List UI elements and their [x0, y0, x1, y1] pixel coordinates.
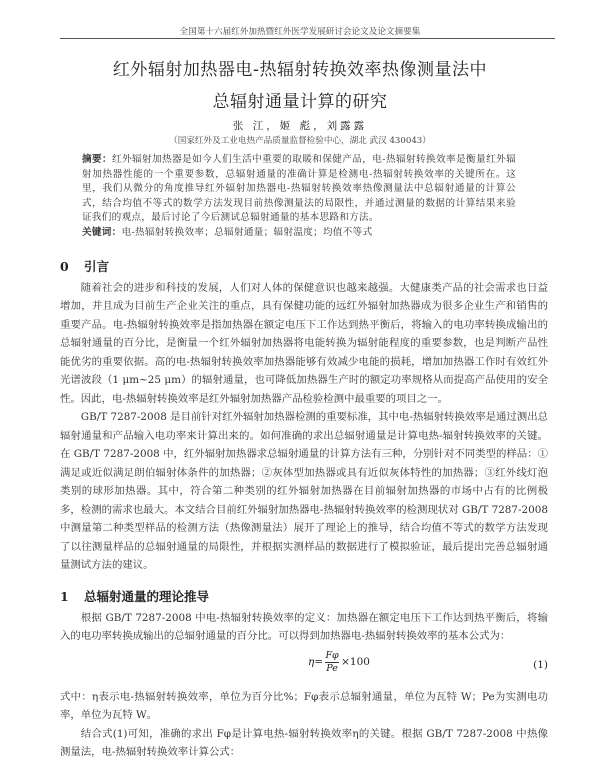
theory-paragraph-2: 结合式(1)可知，准确的求出 Fφ是计算电热-辐射转换效率η的关键。根据 GB/T 7287-2008 中热像测量法，电-热辐射转换效率计算公式：	[60, 727, 548, 759]
theory-paragraph-where: 式中：η表示电-热辐射转换效率，单位为百分比%；Fφ表示总辐射通量，单位为瓦特 W；Pe为实测电功率，单位为瓦特 W。	[60, 690, 548, 722]
abstract-label: 摘要：	[82, 154, 113, 165]
equation-fraction	[325, 650, 339, 675]
keywords-text: 电-热辐射转换效率；总辐射通量；辐射温度；均值不等式	[121, 226, 373, 238]
section-title: 引言	[84, 258, 110, 274]
theory-paragraph-1: 根据 GB/T 7287-2008 中电-热辐射转换效率的定义：加热器在额定电压下工作达到热平衡后，将输入的电功率转换成输出的总辐射通量的百分比。可以得到加热器电-热辐射转换效率的基本公式为：	[60, 611, 548, 643]
authors: 张 江，姬 彪，刘露露	[232, 120, 368, 132]
intro-paragraph-2: GB/T 7287-2008 是目前针对红外辐射加热器检测的重要标准，其中电-热辐射转换效率是通过测出总辐射通量和产品输入电功率来计算出来的。如何准确的求出总辐射通量是计算电热-辐射转换效率的关键。在 GB/T 7287-2008 中，红外辐射加热器求总辐射通量的计算方法有三种，分别针对不同类型的样品：①满足或近似满足朗伯辐射体条件的加热器；②灰体型加热器或具有近似灰体特性的加热器；③红外线灯泡类别的球形加热器。其中，符合第二种类别的红外辐射加热器在目前辐射加热器的市场中占有的比例极多，检测的需求也最大。本文结合目前红外辐射加热器电-热辐射转换效率的检测现状对 GB/T 7287-2008 中测量第二种类型样品的检测方法（热像测量法）展开了理论上的推导，结合均值不等式的数学方法发现了以往测量样品的总辐射通量的局限性，并根据实测样品的数据进行了模拟验证，最后提出完善总辐射通量测试方法的建议。	[60, 411, 548, 572]
keywords-label: 关键词：	[82, 226, 122, 238]
equation-denominator: Pe	[326, 662, 338, 674]
paper-title-line-2: 总辐射通量计算的研究	[212, 92, 388, 112]
abstract-text: 红外辐射加热器是如今人们生活中重要的取暖和保健产品，电-热辐射转换效率是衡量红外辐射加热器性能的一个重要参数，总辐射通量的准确计算是检测电-热辐射转换效率的关键所在。这里，我们从微分的角度推导红外辐射加热器电-热辐射转换效率热像测量法中总辐射通量的计算公式，结合均值不等式的数学方法发现目前热像测量法的局限性，并通过测量的数据的计算结果来验证我们的观点，最后讨论了今后测试总辐射通量的基本思路和方法。	[82, 154, 516, 224]
section-title: 总辐射通量的理论推导	[84, 588, 210, 604]
equation-1	[60, 650, 548, 684]
equation-rhs: ×100	[341, 656, 370, 669]
section-heading-introduction	[60, 259, 548, 275]
paper-title-line-1: 红外辐射加热器电-热辐射转换效率热像测量法中	[112, 60, 488, 80]
section-number: 0	[60, 258, 69, 274]
equation-lhs: η=	[308, 656, 324, 669]
equation-numerator: Fφ	[325, 649, 339, 661]
header-rule	[60, 38, 555, 39]
section-heading-theory	[60, 589, 548, 605]
keywords	[82, 226, 516, 241]
abstract	[82, 153, 516, 226]
intro-paragraph-1: 随着社会的进步和科技的发展，人们对人体的保健意识也越来越强。大健康类产品的社会需求也日益增加，并且成为目前生产企业关注的重点，具有保健功能的远红外辐射加热器成为很多企业生产和销售的重要产品。电-热辐射转换效率是指加热器在额定电压下工作达到热平衡后，将输入的电功率转换成输出的总辐射通量的百分比，是衡量一个红外辐射加热器将电能转换为辐射能程度的重要参数，也是判断产品性能优劣的重要依据。高的电-热辐射转换效率加热器能够有效减少电能的损耗，增加加热器工作时有效红外光谱波段（1 μm~25 μm）的辐射通量，也可降低加热器生产时的额定功率规格从而提高产品使用的安全性。因此，电-热辐射转换效率是红外辐射加热器产品检验检测中最重要的项目之一。	[60, 281, 548, 405]
section-number: 1	[60, 588, 69, 604]
equation-number: (1)	[533, 658, 548, 671]
affiliation: （国家红外及工业电热产品质量监督检验中心，湖北 武汉 430043）	[169, 136, 431, 146]
running-header: 全国第十六届红外加热暨红外医学发展研讨会论文及论文摘要集	[179, 27, 421, 37]
